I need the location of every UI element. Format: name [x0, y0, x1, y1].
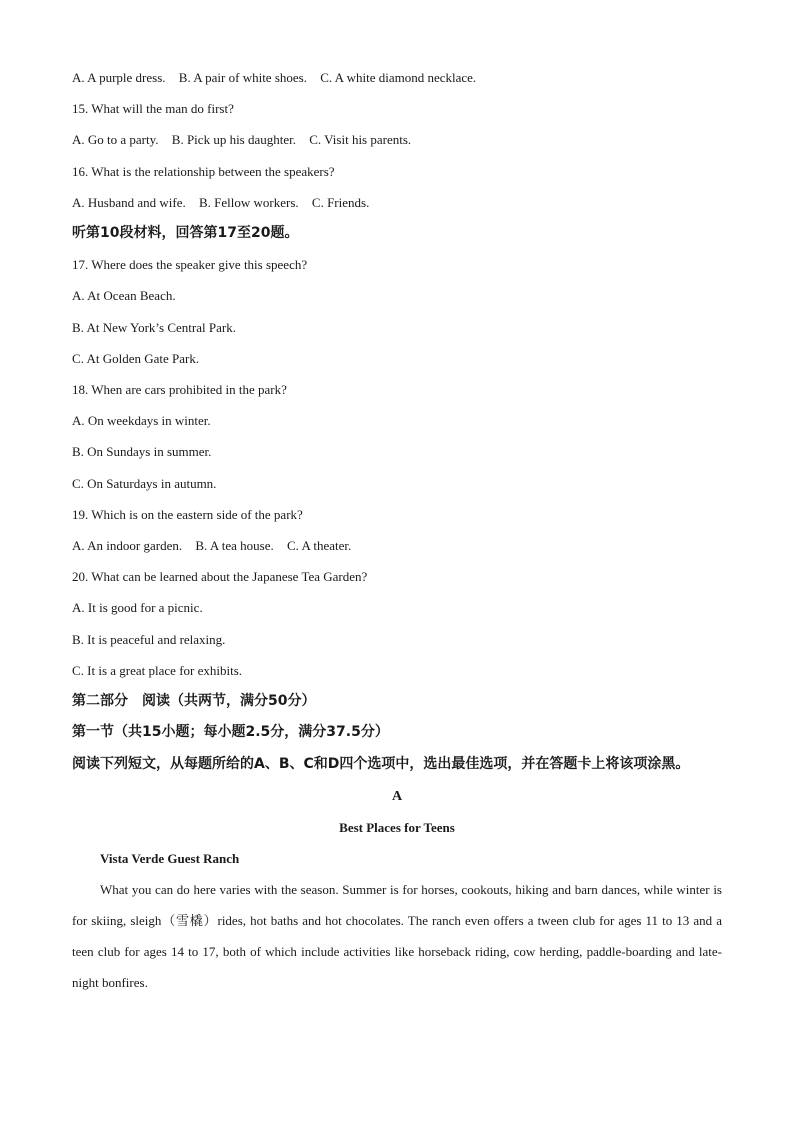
section10-instruction: 听第10段材料，回答第17至20题。: [72, 225, 299, 242]
passage-letter: A: [391, 789, 403, 805]
q17-question: 17. Where does the speaker give this speech?: [72, 257, 308, 273]
reading-instruction: 阅读下列短文，从每题所给的A、B、C和D四个选项中，选出最佳选项，并在答题卡上将该项涂黑。: [72, 756, 690, 773]
q19-option-c: C. A theater.: [286, 538, 352, 554]
q16-option-c: C. Friends.: [311, 194, 370, 210]
q16-option-b: B. Fellow workers.: [198, 194, 299, 210]
q17-option-b: B. At New York’s Central Park.: [72, 319, 236, 335]
q15-question: 15. What will the man do first?: [72, 101, 234, 117]
passage-paragraph: What you can do here varies with the season. Summer is for horses, cookouts, hiking and barn dances, while winter is for skiing, sleigh（雪橇）rides, hot baths and hot chocolates. The ranch even offers a tween club for ages 11 to 13 and a teen club for ages 14 to 17, both of which include activities like horseback riding, cow herding, paddle-boarding and late-night bonfires.: [72, 882, 722, 991]
q20-question: 20. What can be learned about the Japanese Tea Garden?: [72, 569, 368, 585]
q19-options: [72, 530, 722, 561]
part2-heading: 第二部分 阅读（共两节，满分50分）: [72, 693, 316, 710]
q16-option-a: A. Husband and wife.: [72, 194, 186, 210]
q15-option-c: C. Visit his parents.: [309, 132, 412, 148]
q14-option-c: C. A white diamond necklace.: [320, 70, 477, 85]
q15-option-a: A. Go to a party.: [72, 132, 159, 148]
q17-option-c: C. At Golden Gate Park.: [72, 350, 200, 366]
q19-option-b: B. A tea house.: [195, 538, 274, 554]
q14-option-b: B. A pair of white shoes.: [178, 70, 307, 85]
q20-option-a: A. It is good for a picnic.: [72, 600, 203, 616]
q18-option-c: C. On Saturdays in autumn.: [72, 475, 217, 491]
q14-option-a: A. A purple dress.: [72, 70, 166, 85]
q14-options: [72, 62, 722, 93]
q20-option-b: B. It is peaceful and relaxing.: [72, 631, 226, 647]
passage-subheading: Vista Verde Guest Ranch: [100, 851, 240, 867]
q19-option-a: A. An indoor garden.: [72, 538, 183, 554]
q16-options: [72, 187, 722, 218]
q19-question: 19. Which is on the eastern side of the park?: [72, 506, 303, 522]
exam-page: [72, 62, 722, 998]
q15-options: [72, 124, 722, 155]
q15-option-b: B. Pick up his daughter.: [171, 132, 296, 148]
q18-option-a: A. On weekdays in winter.: [72, 413, 211, 429]
section1-heading: 第一节（共15小题；每小题2.5分，满分37.5分）: [72, 724, 389, 741]
q18-option-b: B. On Sundays in summer.: [72, 444, 212, 460]
passage-title: Best Places for Teens: [339, 820, 455, 836]
q16-question: 16. What is the relationship between the speakers?: [72, 163, 335, 179]
q20-option-c: C. It is a great place for exhibits.: [72, 662, 243, 678]
q17-option-a: A. At Ocean Beach.: [72, 288, 176, 304]
q18-question: 18. When are cars prohibited in the park?: [72, 382, 287, 398]
